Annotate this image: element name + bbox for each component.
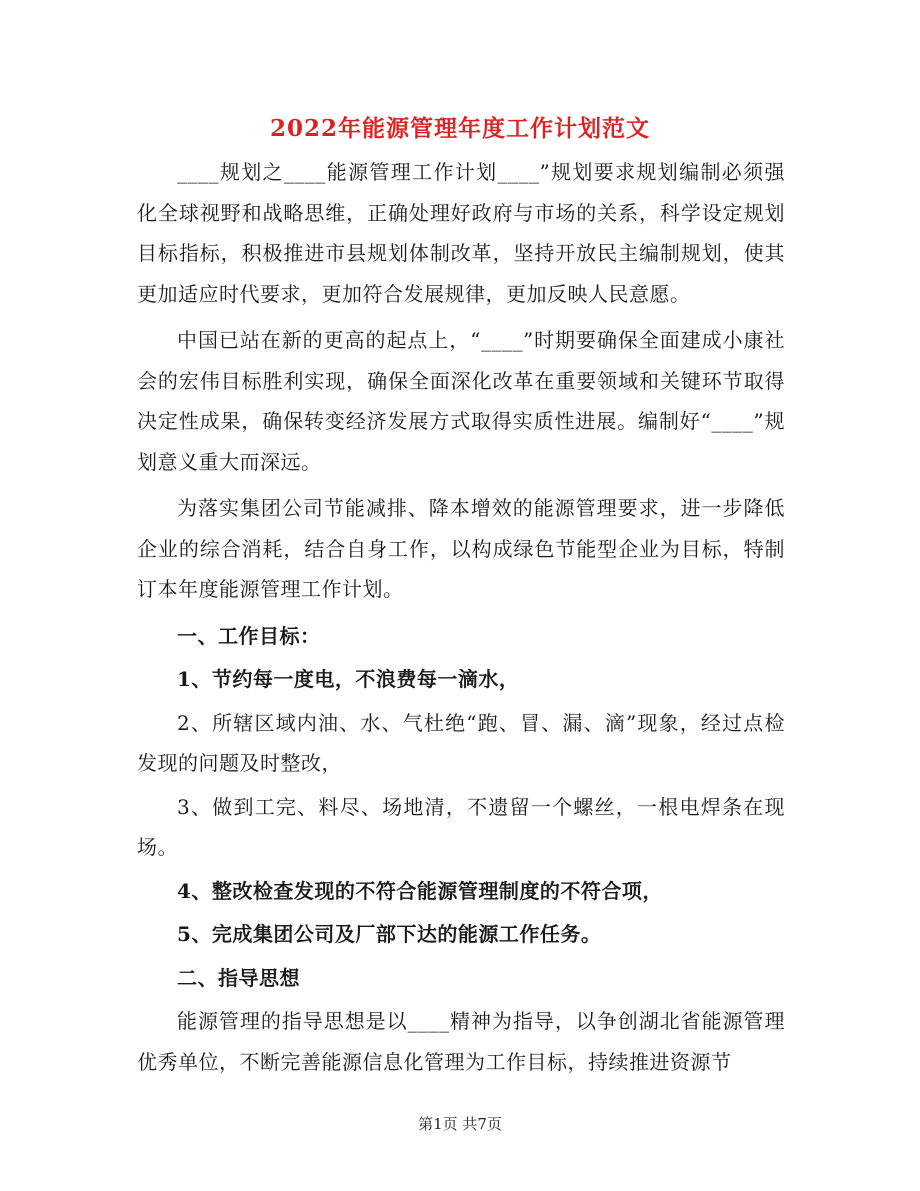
document-title: 2022年能源管理年度工作计划范文 (269, 115, 650, 142)
paragraph-2: 中国已站在新的更高的起点上，“____”时期要确保全面建成小康社会的宏伟目标胜利实现，确保全面深化改革在重要领域和关键环节取得决定性成果，确保转变经济发展方式取得实质性进展。编制好“____”规划意义重大而深远。 (137, 328, 785, 474)
goal-item-1: 1、节约每一度电，不浪费每一滴水， (177, 667, 520, 691)
document-body (137, 152, 785, 1082)
page-number-footer: 第1页 共7页 (418, 1115, 502, 1133)
paragraph-guiding-ideology: 能源管理的指导思想是以____精神为指导，以争创湖北省能源管理优秀单位，不断完善能源信息化管理为工作目标，持续推进资源节 (137, 1009, 785, 1074)
paragraph-1: ____规划之____能源管理工作计划____”规划要求规划编制必须强化全球视野和战略思维，正确处理好政府与市场的关系，科学设定规划目标指标，积极推进市县规划体制改革，坚持开放民主编制规划，使其更加适应时代要求，更加符合发展规律，更加反映人民意愿。 (137, 160, 785, 306)
section-heading-goals: 一、工作目标： (177, 623, 321, 648)
goal-item-2: 2、所辖区域内油、水、气杜绝“跑、冒、漏、滴”现象，经过点检发现的问题及时整改， (137, 710, 785, 775)
paragraph-3: 为落实集团公司节能减排、降本增效的能源管理要求，进一步降低企业的综合消耗，结合自身工作，以构成绿色节能型企业为目标，特制订本年度能源管理工作计划。 (137, 496, 785, 601)
goal-item-3: 3、做到工完、料尽、场地清，不遗留一个螺丝，一根电焊条在现场。 (137, 794, 785, 859)
goal-item-5: 5、完成集团公司及厂部下达的能源工作任务。 (177, 922, 602, 946)
goal-item-4: 4、整改检查发现的不符合能源管理制度的不符合项， (177, 878, 663, 903)
section-heading-guiding-ideology: 二、指导思想 (177, 965, 300, 990)
